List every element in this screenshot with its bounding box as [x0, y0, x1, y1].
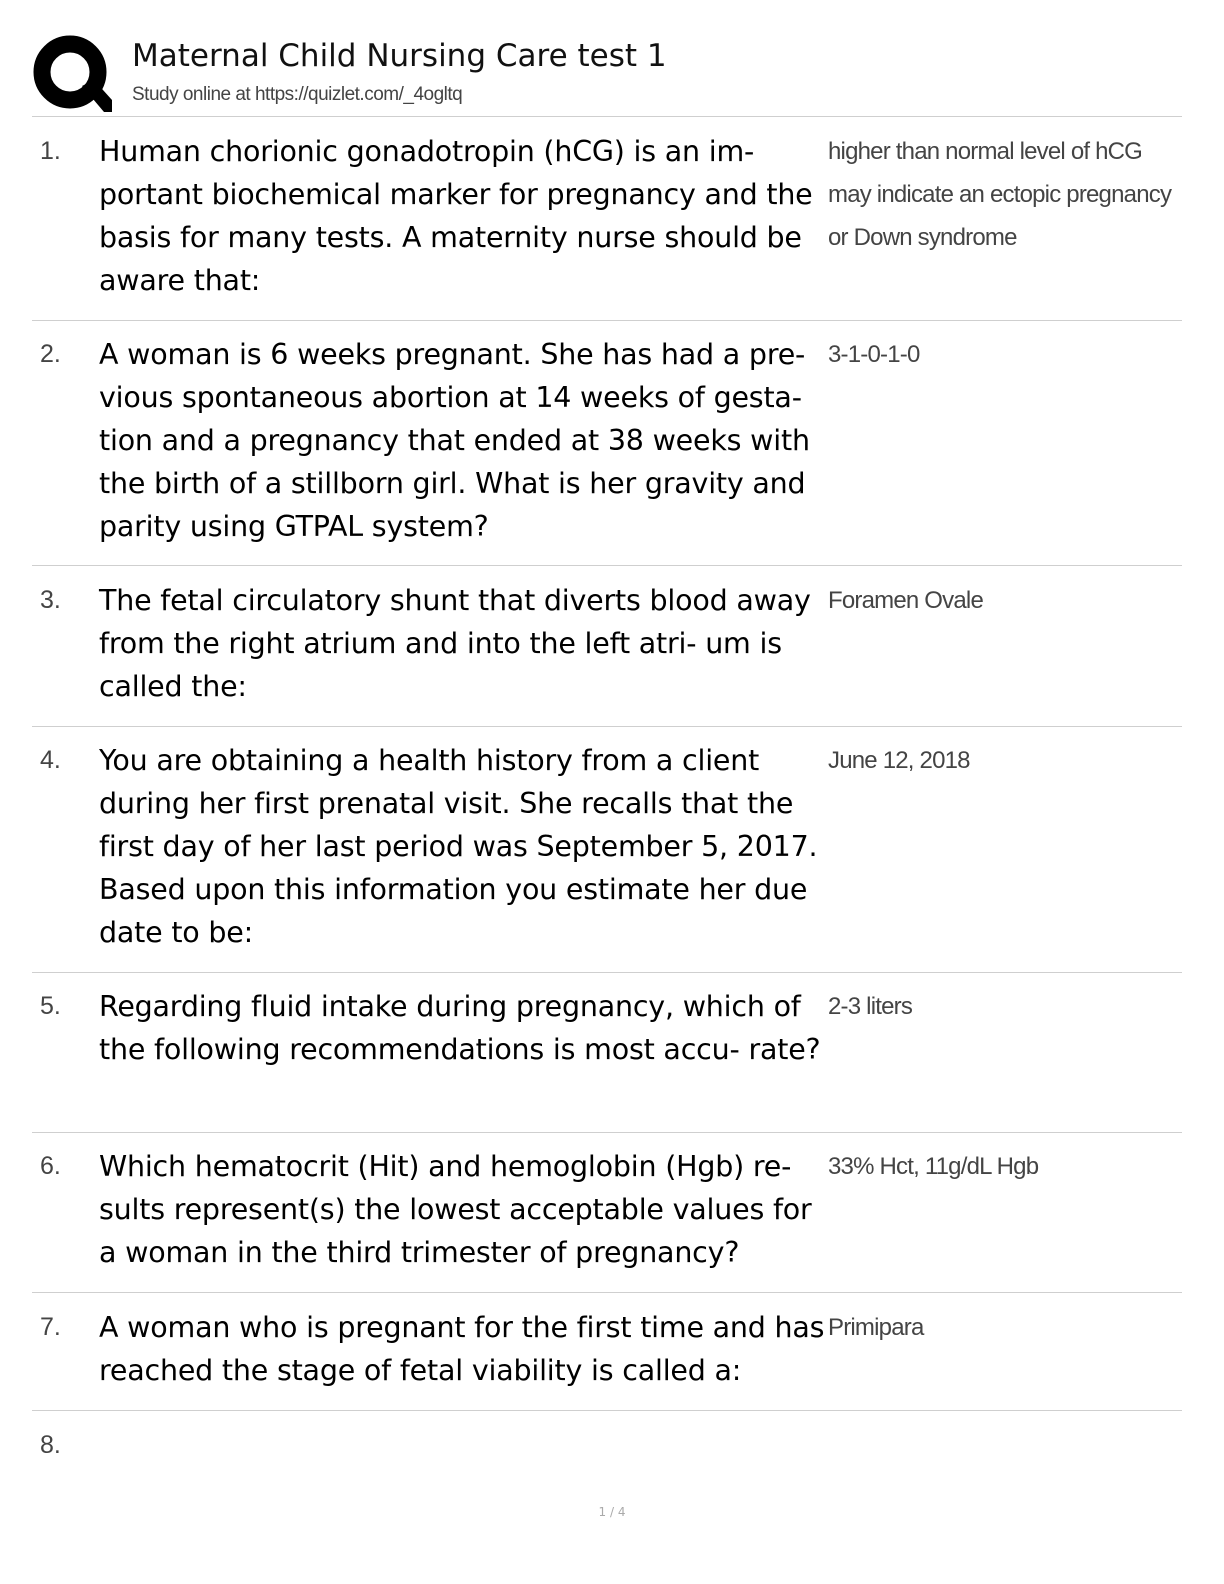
card-number: 6.	[40, 1152, 61, 1180]
quizlet-q-logo-icon	[32, 34, 112, 114]
card-answer: 2-3 liters	[828, 993, 913, 1020]
page-indicator: 1 / 4	[598, 1505, 626, 1519]
card-answer: higher than normal level of hCG may indicate an ectopic pregnancy or Down syndrome	[828, 138, 1172, 251]
card-question: Which hematocrit (Hit) and hemoglobin (Hgb) re- sults represent(s) the lowest acceptable values for a woman in the third trimester of pregnancy?	[99, 1150, 812, 1269]
card-question: Regarding fluid intake during pregnancy, which of the following recommendations is most accu- rate?	[99, 990, 821, 1066]
document-header	[32, 30, 1182, 116]
card-question: The fetal circulatory shunt that diverts blood away from the right atrium and into the left atri- um is called the:	[99, 584, 811, 703]
card-number: 2.	[40, 340, 61, 368]
card-number: 3.	[40, 586, 61, 614]
card-answer: June 12, 2018	[828, 747, 970, 774]
divider	[32, 972, 1182, 973]
card-question: A woman who is pregnant for the first time and has reached the stage of fetal viability is called a:	[99, 1311, 825, 1387]
card-answer: 33% Hct, 11g/dL Hgb	[828, 1153, 1039, 1180]
card-answer: Foramen Ovale	[828, 587, 983, 614]
card-answer: Primipara	[828, 1314, 924, 1341]
divider	[32, 116, 1182, 117]
page-title: Maternal Child Nursing Care test 1	[132, 38, 667, 74]
card-number: 1.	[40, 137, 61, 165]
card-question: A woman is 6 weeks pregnant. She has had a pre- vious spontaneous abortion at 14 weeks of gesta- tion and a pregnancy that ended at 38 weeks with the birth of a stillborn girl. What is her gravity and parity using GTPAL system?	[99, 338, 810, 543]
card-number: 4.	[40, 746, 61, 774]
card-answer: 3-1-0-1-0	[828, 341, 920, 368]
divider	[32, 320, 1182, 321]
divider	[32, 726, 1182, 727]
card-number: 7.	[40, 1313, 61, 1341]
divider	[32, 1410, 1182, 1411]
card-question: Human chorionic gonadotropin (hCG) is an im- portant biochemical marker for pregnancy and the basis for many tests. A maternity nurse should be aware that:	[99, 135, 813, 297]
card-number: 5.	[40, 992, 61, 1020]
divider	[32, 1292, 1182, 1293]
card-number: 8.	[40, 1431, 61, 1459]
divider	[32, 565, 1182, 566]
study-online-link[interactable]: Study online at https://quizlet.com/_4ogltq	[132, 84, 463, 105]
card-question: You are obtaining a health history from a client during her first prenatal visit. She recalls that the first day of her last period was September 5, 2017. Based upon this information you estimate her due date to be:	[99, 744, 818, 949]
divider	[32, 1132, 1182, 1133]
